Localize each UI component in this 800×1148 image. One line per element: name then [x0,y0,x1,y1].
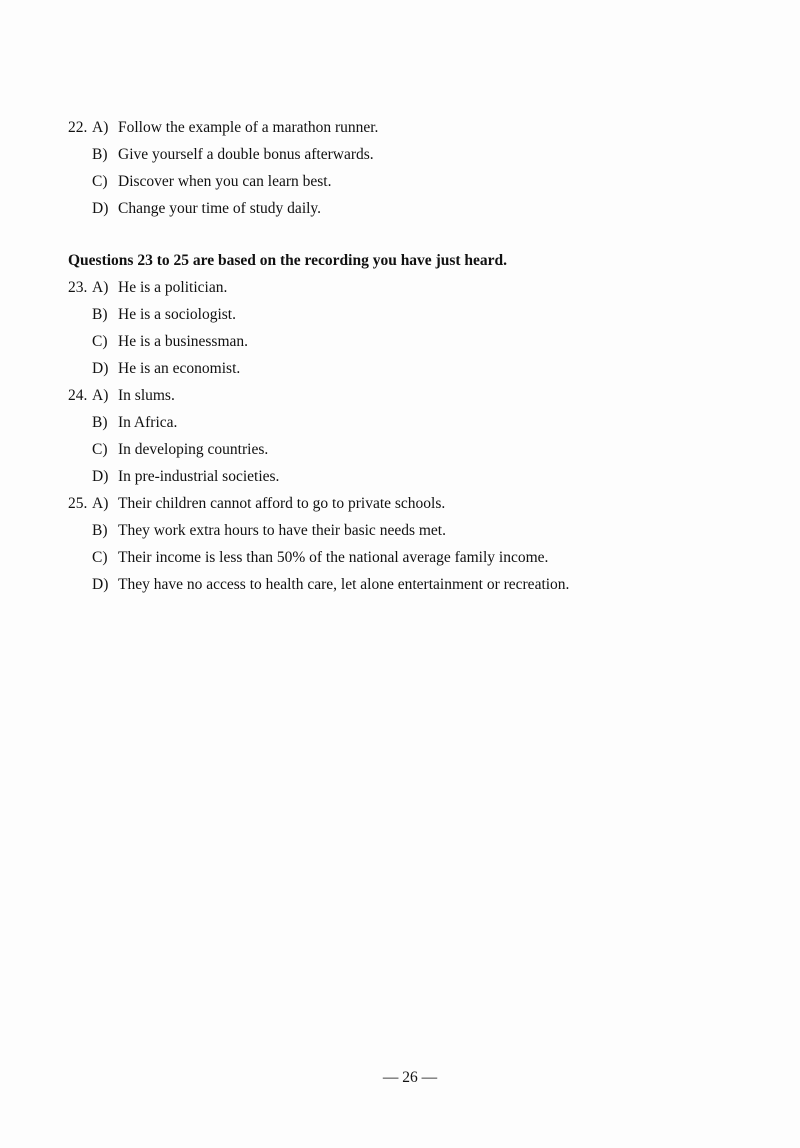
spacer [68,222,748,247]
question-22-option-a [68,114,748,141]
question-25-option-a [68,490,748,517]
option-letter: A) [92,387,109,404]
question-24-option-b [68,409,748,436]
question-23-option-a [68,274,748,301]
option-letter: C) [92,441,108,458]
option-text: In pre-industrial societies. [118,468,280,485]
option-text: In slums. [118,387,175,404]
option-letter: D) [92,468,109,485]
question-24-option-d [68,463,748,490]
option-text: They have no access to health care, let alone entertainment or recreation. [118,576,570,593]
question-22-option-d [68,195,748,222]
option-letter: B) [92,306,108,323]
question-23-option-c [68,328,748,355]
option-text: In developing countries. [118,441,269,458]
option-text: He is a politician. [118,279,228,296]
question-25-option-c [68,544,748,571]
question-number: 25. [68,495,88,512]
section-heading: Questions 23 to 25 are based on the recording you have just heard. [68,252,508,269]
option-letter: B) [92,414,108,431]
option-text: He is a businessman. [118,333,249,350]
option-text: Their children cannot afford to go to private schools. [118,495,446,512]
question-list [68,114,748,598]
question-number: 23. [68,279,88,296]
question-23-option-d [68,355,748,382]
option-letter: A) [92,119,109,136]
option-letter: A) [92,279,109,296]
option-letter: B) [92,522,108,539]
option-text: In Africa. [118,414,178,431]
option-letter: C) [92,333,108,350]
question-number: 22. [68,119,88,136]
question-22-option-b [68,141,748,168]
question-22-option-c [68,168,748,195]
option-letter: D) [92,360,109,377]
question-24-option-c [68,436,748,463]
question-number: 24. [68,387,88,404]
option-text: Change your time of study daily. [118,200,322,217]
option-text: Follow the example of a marathon runner. [118,119,379,136]
option-text: Their income is less than 50% of the national average family income. [118,549,549,566]
option-letter: D) [92,200,109,217]
option-letter: C) [92,173,108,190]
option-letter: B) [92,146,108,163]
option-text: He is a sociologist. [118,306,236,323]
option-letter: D) [92,576,109,593]
option-letter: A) [92,495,109,512]
question-25-option-d [68,571,748,598]
question-25-option-b [68,517,748,544]
page-number: — 26 — [382,1069,438,1086]
question-23-option-b [68,301,748,328]
option-text: He is an economist. [118,360,241,377]
option-letter: C) [92,549,108,566]
option-text: Discover when you can learn best. [118,173,332,190]
option-text: They work extra hours to have their basic needs met. [118,522,446,539]
option-text: Give yourself a double bonus afterwards. [118,146,374,163]
question-24-option-a [68,382,748,409]
